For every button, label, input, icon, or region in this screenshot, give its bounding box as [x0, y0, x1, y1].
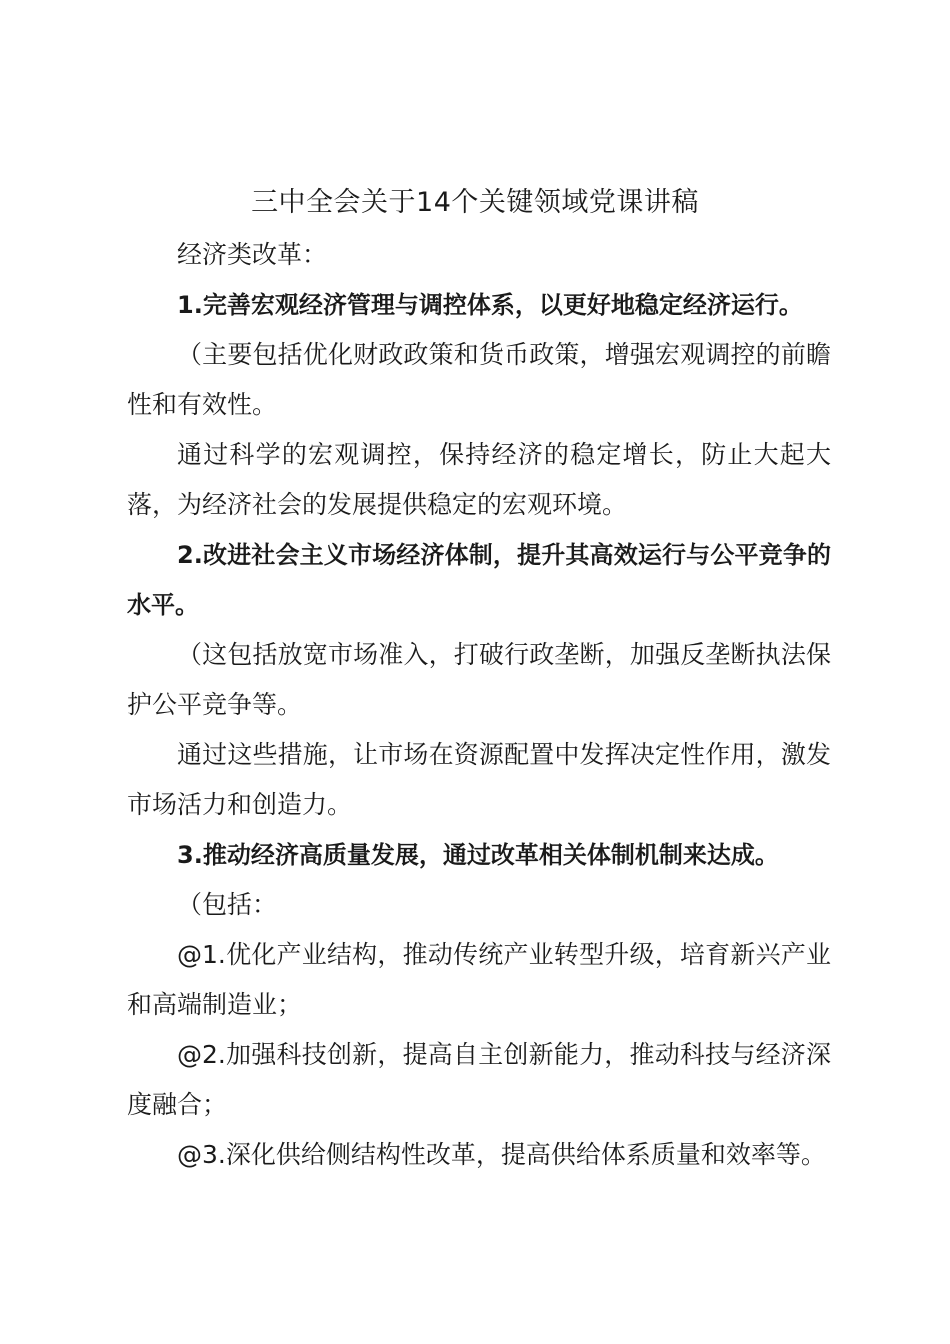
- paragraph-item-2-purpose: 通过这些措施，让市场在资源配置中发挥决定性作用，激发市场活力和创造力。: [127, 740, 831, 819]
- paragraph-item-3-includes: （包括：: [177, 890, 278, 919]
- paragraph-item-2-detail: （这包括放宽市场准入，打破行政垄断，加强反垄断执法保护公平竞争等。: [127, 640, 831, 719]
- paragraph-item-1-purpose: 通过科学的宏观调控，保持经济的稳定增长，防止大起大落，为经济社会的发展提供稳定的宏观环境。: [127, 440, 831, 519]
- list-item-2: @2.加强科技创新，提高自主创新能力，推动科技与经济深度融合；: [127, 1040, 831, 1119]
- paragraph-economic-reform-heading: 经济类改革：: [177, 240, 328, 269]
- paragraph-item-1-detail: （主要包括优化财政政策和货币政策，增强宏观调控的前瞻性和有效性。: [127, 340, 831, 419]
- document-body: [127, 230, 831, 1180]
- paragraph-item-1-heading: 1.完善宏观经济管理与调控体系，以更好地稳定经济运行。: [177, 291, 803, 319]
- list-item-3: @3.深化供给侧结构性改革，提高供给体系质量和效率等。: [177, 1140, 826, 1169]
- document-title: 三中全会关于14个关键领域党课讲稿: [251, 187, 699, 218]
- list-item-1: @1.优化产业结构，推动传统产业转型升级，培育新兴产业和高端制造业；: [127, 940, 831, 1019]
- paragraph-item-3-heading: 3.推动经济高质量发展，通过改革相关体制机制来达成。: [177, 841, 779, 869]
- paragraph-item-2-heading: 2.改进社会主义市场经济体制，提升其高效运行与公平竞争的水平。: [127, 541, 831, 619]
